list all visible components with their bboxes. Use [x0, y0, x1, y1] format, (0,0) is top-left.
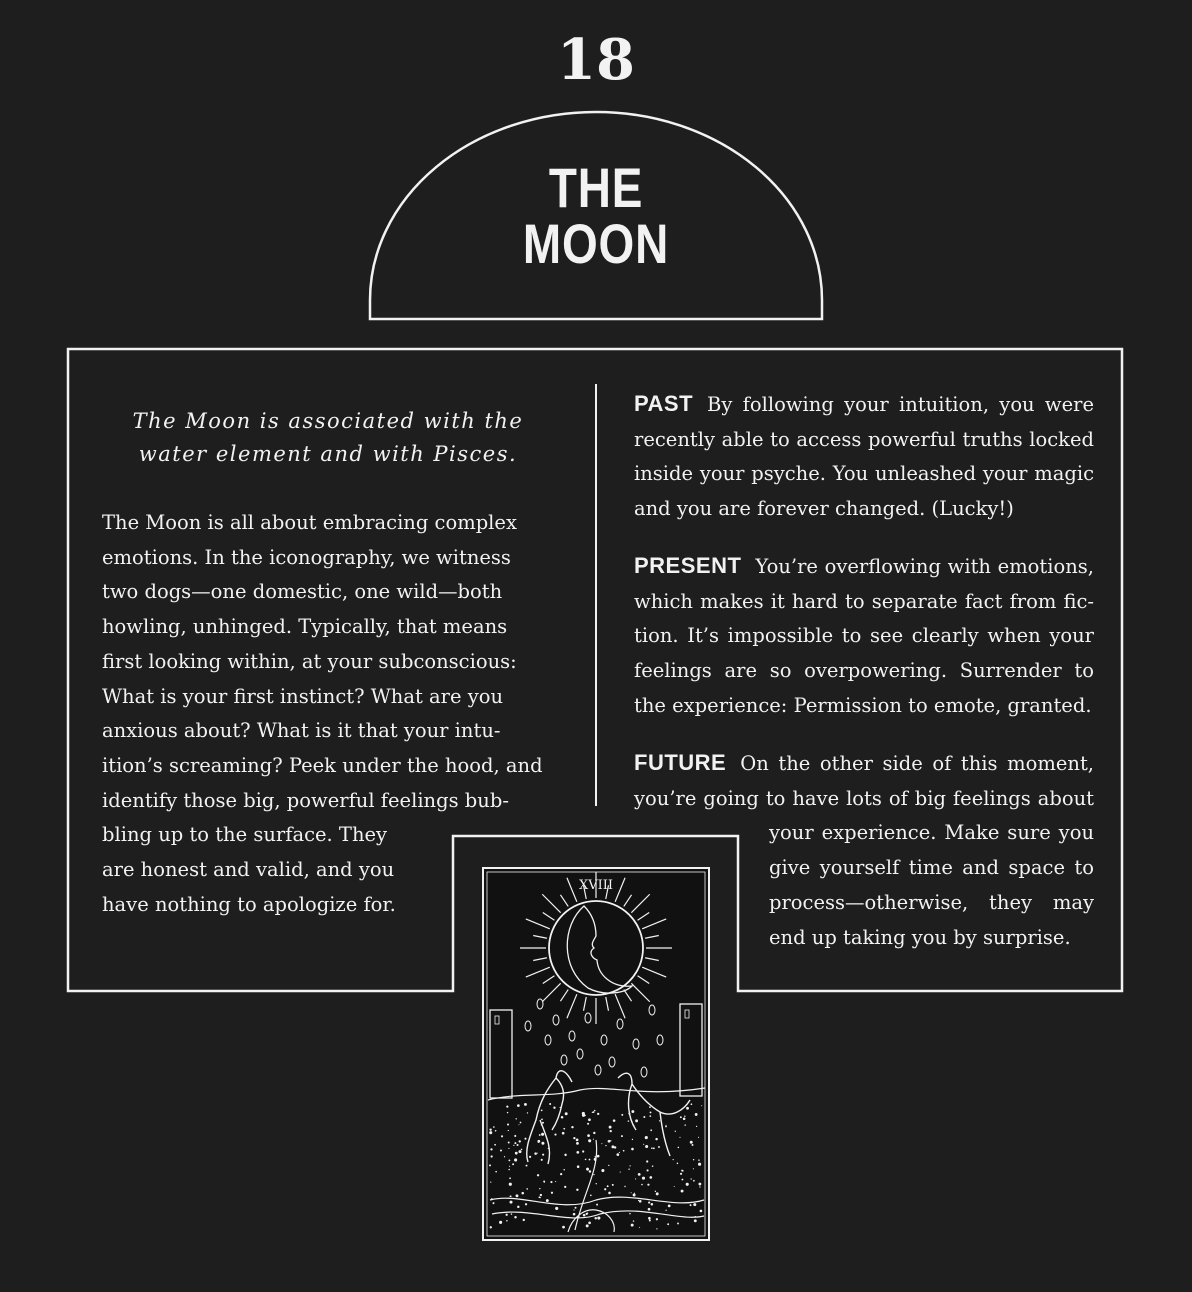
card-roman-numeral: XVIII — [578, 878, 614, 893]
ground-speck — [506, 1214, 508, 1216]
future-line: process—otherwise, they may — [769, 890, 1094, 914]
ground-speck — [665, 1210, 666, 1211]
ground-speck — [529, 1156, 531, 1158]
card-association — [102, 405, 554, 471]
ground-speck — [656, 1228, 657, 1229]
ground-speck — [665, 1126, 667, 1128]
ground-speck — [681, 1190, 684, 1193]
ground-speck — [610, 1140, 611, 1141]
association-line-1: The Moon is associated with the — [132, 409, 524, 433]
ground-speck — [489, 1128, 491, 1130]
ground-speck — [695, 1113, 698, 1116]
ground-speck — [524, 1138, 526, 1140]
ground-speck — [524, 1103, 527, 1106]
ground-speck — [582, 1112, 585, 1115]
future-line: On the other side of this moment, — [740, 752, 1094, 775]
ground-speck — [694, 1219, 697, 1222]
ground-speck — [631, 1148, 634, 1151]
ground-speck — [495, 1171, 497, 1173]
ground-speck — [645, 1136, 648, 1139]
ground-speck — [611, 1145, 614, 1148]
ground-speck — [677, 1223, 679, 1225]
description-line: emotions. In the iconography, we witness — [102, 545, 511, 569]
ground-speck — [698, 1183, 701, 1186]
ground-speck — [508, 1148, 509, 1149]
ground-speck — [490, 1148, 492, 1150]
ground-speck — [508, 1130, 509, 1131]
ground-speck — [576, 1151, 579, 1154]
ground-speck — [610, 1130, 612, 1132]
ground-speck — [575, 1207, 577, 1209]
ground-speck — [555, 1207, 558, 1210]
ground-speck — [534, 1152, 537, 1155]
ground-speck — [690, 1204, 692, 1206]
ground-speck — [520, 1122, 522, 1124]
ground-speck — [630, 1165, 631, 1166]
ground-speck — [506, 1106, 508, 1108]
ground-speck — [679, 1137, 680, 1138]
ground-speck — [490, 1181, 491, 1182]
ground-speck — [508, 1141, 510, 1143]
ground-speck — [562, 1226, 565, 1229]
ground-speck — [619, 1152, 620, 1153]
past-line: and you are forever changed. (Lucky!) — [634, 497, 1014, 521]
ground-speck — [632, 1139, 633, 1140]
ground-speck — [514, 1216, 516, 1218]
ground-speck — [651, 1203, 654, 1206]
ground-speck — [616, 1153, 619, 1156]
ground-speck — [613, 1119, 616, 1122]
ground-speck — [650, 1111, 652, 1113]
ground-speck — [643, 1116, 645, 1118]
ground-speck — [633, 1125, 634, 1126]
ground-speck — [555, 1181, 556, 1182]
description-line: anxious about? What is it that your intu- — [102, 719, 501, 743]
ground-speck — [537, 1153, 538, 1154]
ground-speck — [519, 1140, 521, 1142]
ground-speck — [589, 1159, 591, 1161]
past-label: PAST — [634, 391, 694, 416]
ground-speck — [693, 1168, 694, 1169]
ground-speck — [550, 1181, 552, 1183]
ground-speck — [639, 1200, 642, 1203]
card-number: 18 — [557, 27, 635, 93]
ground-speck — [648, 1208, 651, 1211]
ground-speck — [656, 1192, 659, 1195]
ground-speck — [646, 1160, 648, 1162]
card-title-line-1: THE — [548, 156, 644, 219]
ground-speck — [604, 1188, 606, 1190]
ground-speck — [631, 1110, 634, 1113]
ground-speck — [596, 1183, 597, 1184]
ground-speck — [509, 1177, 511, 1179]
description-line: identify those big, powerful feelings bub- — [102, 788, 509, 812]
ground-speck — [668, 1204, 671, 1207]
ground-speck — [624, 1186, 625, 1187]
past-line: recently able to access powerful truths locked — [634, 427, 1094, 451]
ground-speck — [554, 1134, 556, 1136]
ground-speck — [494, 1144, 496, 1146]
ground-speck — [675, 1131, 676, 1132]
ground-speck — [562, 1132, 565, 1135]
ground-speck — [495, 1130, 497, 1132]
ground-speck — [650, 1129, 652, 1131]
ground-speck — [652, 1165, 654, 1167]
ground-speck — [696, 1126, 697, 1127]
ground-speck — [491, 1155, 493, 1157]
ground-speck — [645, 1145, 648, 1148]
right-tower — [680, 1004, 702, 1096]
ground-speck — [546, 1199, 549, 1202]
ground-speck — [589, 1170, 591, 1172]
ground-speck — [667, 1223, 669, 1225]
ground-speck — [684, 1115, 685, 1116]
ground-speck — [620, 1172, 621, 1173]
ground-speck — [588, 1222, 591, 1225]
description-line: ition’s screaming? Peek under the hood, and — [102, 753, 543, 777]
ground-speck — [692, 1144, 694, 1146]
ground-speck — [648, 1217, 651, 1220]
ground-speck — [621, 1114, 623, 1116]
ground-speck — [526, 1165, 528, 1167]
future-line: you’re going to have lots of big feelings about — [634, 786, 1094, 810]
ground-speck — [516, 1194, 519, 1197]
ground-speck — [628, 1113, 630, 1115]
ground-speck — [655, 1191, 656, 1192]
ground-speck — [609, 1126, 612, 1129]
description-line: have nothing to apologize for. — [102, 892, 396, 916]
ground-speck — [698, 1163, 701, 1166]
ground-speck — [506, 1220, 508, 1222]
ground-speck — [573, 1213, 576, 1216]
ground-speck — [537, 1174, 539, 1176]
ground-speck — [553, 1107, 555, 1109]
ground-speck — [596, 1204, 598, 1206]
ground-speck — [629, 1213, 631, 1215]
ground-speck — [700, 1210, 703, 1213]
ground-speck — [681, 1179, 683, 1181]
ground-speck — [501, 1135, 503, 1137]
ground-speck — [628, 1168, 629, 1169]
ground-speck — [678, 1147, 680, 1149]
ground-speck — [646, 1169, 648, 1171]
ground-speck — [593, 1174, 594, 1175]
ground-speck — [489, 1131, 492, 1134]
ground-speck — [608, 1140, 611, 1143]
ground-speck — [490, 1226, 492, 1228]
ground-speck — [693, 1159, 694, 1160]
ground-speck — [526, 1188, 528, 1190]
present-line: which makes it hard to separate fact from fic- — [634, 589, 1094, 613]
future-line: your experience. Make sure you — [769, 821, 1094, 845]
ground-speck — [683, 1117, 686, 1120]
ground-speck — [576, 1138, 579, 1141]
reading-past — [634, 387, 1094, 527]
ground-speck — [525, 1203, 527, 1205]
ground-speck — [489, 1164, 491, 1166]
ground-speck — [680, 1116, 682, 1118]
ground-speck — [592, 1112, 593, 1113]
description-line: two dogs—one domestic, one wild—both — [102, 580, 503, 604]
ground-speck — [493, 1203, 494, 1204]
ground-speck — [635, 1119, 638, 1122]
future-line: give yourself time and space to — [769, 856, 1094, 880]
ground-speck — [699, 1186, 700, 1187]
ground-speck — [680, 1173, 682, 1175]
ground-speck — [587, 1212, 588, 1213]
ground-speck — [500, 1149, 502, 1151]
ground-speck — [573, 1137, 575, 1139]
ground-speck — [623, 1150, 625, 1152]
ground-speck — [511, 1213, 512, 1214]
ground-speck — [542, 1154, 544, 1156]
ground-speck — [691, 1103, 693, 1105]
ground-speck — [648, 1202, 650, 1204]
ground-speck — [659, 1120, 660, 1121]
ground-speck — [608, 1192, 611, 1195]
description-line: first looking within, at your subconscious: — [102, 649, 517, 673]
ground-speck — [539, 1134, 541, 1136]
present-line: feelings are so overpowering. Surrender to — [634, 659, 1094, 683]
description-line: bling up to the surface. They — [102, 823, 388, 847]
ground-speck — [508, 1169, 510, 1171]
ground-speck — [521, 1192, 524, 1195]
ground-speck — [573, 1209, 574, 1210]
ground-speck — [643, 1144, 644, 1145]
left-tower — [490, 1010, 512, 1098]
ground-speck — [509, 1166, 510, 1167]
ground-speck — [684, 1124, 685, 1125]
ground-speck — [576, 1189, 578, 1191]
ground-speck — [587, 1123, 589, 1125]
ground-speck — [541, 1110, 543, 1112]
ground-speck — [686, 1107, 689, 1110]
ground-speck — [633, 1220, 634, 1221]
ground-speck — [693, 1203, 696, 1206]
future-label: FUTURE — [634, 750, 727, 775]
ground-speck — [541, 1133, 544, 1136]
ground-speck — [518, 1124, 519, 1125]
reading-present — [634, 549, 1094, 724]
ground-speck — [587, 1134, 590, 1137]
ground-speck — [597, 1216, 600, 1219]
ground-speck — [690, 1141, 693, 1144]
ground-speck — [510, 1195, 512, 1197]
ground-speck — [560, 1173, 562, 1175]
ground-speck — [595, 1217, 597, 1219]
description-line: What is your first instinct? What are you — [102, 684, 504, 708]
ground-speck — [516, 1118, 517, 1119]
ground-speck — [691, 1178, 692, 1179]
ground-speck — [701, 1105, 702, 1106]
ground-speck — [523, 1219, 525, 1221]
ground-speck — [634, 1193, 635, 1194]
ground-speck — [647, 1184, 649, 1186]
present-label: PRESENT — [634, 553, 742, 578]
ground-speck — [631, 1224, 634, 1227]
ground-speck — [583, 1214, 586, 1217]
ground-speck — [521, 1149, 523, 1151]
reading-future — [634, 746, 1094, 955]
ground-speck — [541, 1142, 544, 1145]
ground-speck — [597, 1155, 600, 1158]
association-line-2: water element and with Pisces. — [138, 442, 518, 466]
ground-speck — [649, 1176, 652, 1179]
ground-speck — [517, 1144, 519, 1146]
ground-speck — [515, 1152, 518, 1155]
ground-speck — [539, 1188, 540, 1189]
ground-speck — [601, 1143, 602, 1144]
ground-speck — [698, 1137, 699, 1138]
ground-speck — [514, 1142, 516, 1144]
ground-speck — [582, 1150, 584, 1152]
ground-speck — [586, 1224, 589, 1227]
ground-speck — [593, 1139, 594, 1140]
ground-speck — [674, 1186, 675, 1187]
ground-speck — [576, 1142, 579, 1145]
ground-speck — [541, 1119, 543, 1121]
ground-speck — [540, 1194, 542, 1196]
ground-speck — [639, 1227, 640, 1228]
ground-speck — [698, 1159, 700, 1161]
ground-speck — [509, 1201, 512, 1204]
ground-speck — [542, 1122, 544, 1124]
ground-speck — [538, 1141, 540, 1143]
ground-speck — [561, 1116, 564, 1119]
ground-speck — [527, 1112, 528, 1113]
ground-speck — [682, 1170, 684, 1172]
ground-speck — [588, 1118, 591, 1121]
ground-speck — [656, 1218, 658, 1220]
ground-speck — [541, 1159, 543, 1161]
ground-speck — [673, 1159, 674, 1160]
ground-speck — [642, 1177, 645, 1180]
description-line: are honest and valid, and you — [102, 858, 395, 882]
ground-speck — [633, 1194, 636, 1197]
ground-speck — [597, 1113, 599, 1115]
ground-speck — [517, 1104, 520, 1107]
ground-speck — [507, 1124, 509, 1126]
ground-speck — [577, 1165, 580, 1168]
ground-speck — [563, 1169, 564, 1170]
ground-speck — [549, 1103, 551, 1105]
ground-speck — [507, 1112, 508, 1113]
ground-speck — [493, 1126, 495, 1128]
ground-speck — [541, 1124, 542, 1125]
ground-speck — [586, 1168, 589, 1171]
ground-speck — [560, 1107, 561, 1108]
future-line: end up taking you by surprise. — [769, 925, 1071, 949]
ground-speck — [517, 1206, 519, 1208]
ground-speck — [593, 1132, 595, 1134]
ground-speck — [585, 1159, 587, 1161]
ground-speck — [539, 1196, 541, 1198]
ground-speck — [544, 1181, 545, 1182]
ground-speck — [551, 1192, 553, 1194]
ground-speck — [635, 1178, 636, 1179]
description-line: The Moon is all about embracing complex — [102, 511, 517, 534]
ground-speck — [628, 1120, 629, 1121]
ground-speck — [548, 1148, 550, 1150]
card-title — [473, 156, 719, 275]
ground-speck — [590, 1195, 592, 1197]
ground-speck — [499, 1221, 502, 1224]
card-title-line-2: MOON — [522, 212, 670, 275]
ground-speck — [518, 1150, 521, 1153]
ground-speck — [588, 1139, 591, 1142]
ground-speck — [621, 1135, 623, 1137]
ground-speck — [612, 1184, 614, 1186]
ground-speck — [512, 1163, 514, 1165]
ground-speck — [658, 1146, 660, 1148]
ground-speck — [504, 1156, 505, 1157]
ground-speck — [651, 1147, 653, 1149]
ground-speck — [649, 1219, 651, 1221]
ground-speck — [641, 1184, 643, 1186]
ground-speck — [605, 1145, 606, 1146]
ground-speck — [594, 1110, 596, 1112]
present-line: You’re overflowing with emotions, — [755, 555, 1094, 578]
ground-speck — [653, 1147, 655, 1149]
ground-speck — [514, 1135, 516, 1137]
description-line: howling, unhinged. Typically, that means — [102, 615, 508, 639]
ground-speck — [649, 1115, 651, 1117]
card-description — [102, 506, 554, 922]
ground-speck — [565, 1112, 568, 1115]
ground-speck — [513, 1145, 514, 1146]
ground-speck — [686, 1183, 689, 1186]
ground-speck — [564, 1186, 566, 1188]
ground-speck — [677, 1163, 679, 1165]
ground-speck — [607, 1185, 609, 1187]
ground-speck — [564, 1154, 566, 1156]
ground-speck — [571, 1126, 573, 1128]
ground-speck — [655, 1138, 657, 1140]
ground-speck — [631, 1192, 632, 1193]
moon-disc — [549, 901, 643, 995]
past-line: inside your psyche. You unleashed your magic — [634, 462, 1094, 486]
ground-speck — [638, 1173, 641, 1176]
ground-speck — [514, 1158, 517, 1161]
ground-speck — [509, 1183, 512, 1186]
ground-speck — [608, 1165, 609, 1166]
present-line: the experience: Permission to emote, granted. — [634, 693, 1092, 717]
past-line: By following your intuition, you were — [707, 393, 1094, 416]
ground-speck — [693, 1180, 695, 1182]
ground-speck — [508, 1159, 510, 1161]
ground-speck — [649, 1106, 651, 1108]
ground-speck — [563, 1128, 565, 1130]
ground-speck — [601, 1169, 604, 1172]
present-line: tion. It’s impossible to see clearly when your — [634, 624, 1094, 648]
